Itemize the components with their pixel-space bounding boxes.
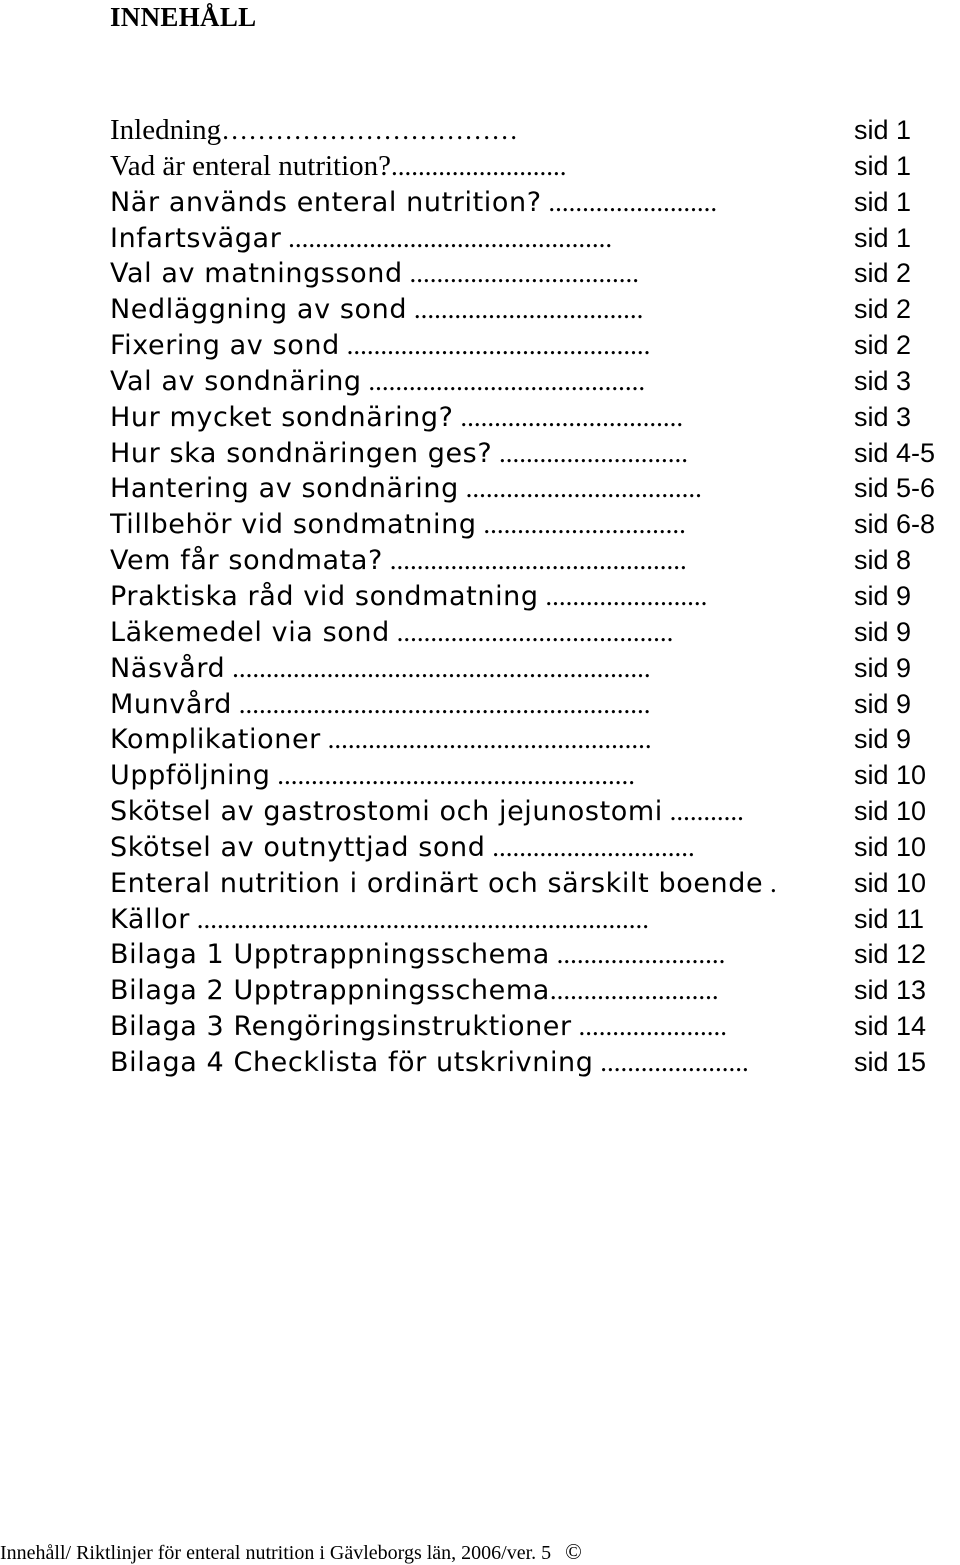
toc-entry-label: Vem får sondmata?: [110, 545, 383, 577]
toc-entry-title: [110, 687, 838, 727]
toc-entry-label: Bilaga 2 Upptrappningsschema: [110, 975, 550, 1007]
toc-entry-page: sid 2: [854, 294, 912, 325]
toc-dot-leader: .........................: [549, 975, 719, 1006]
toc-entry[interactable]: [110, 722, 960, 758]
toc-entry[interactable]: [110, 651, 960, 687]
toc-entry-page: sid 4-5: [854, 437, 936, 468]
toc-entry-label: Infartsvägar: [110, 222, 282, 254]
toc-entry-title: [110, 651, 838, 691]
toc-entry[interactable]: [110, 543, 960, 579]
toc-dot-leader: .........................................: [361, 365, 646, 396]
toc-entry-title: [110, 149, 838, 189]
toc-entry-label: Läkemedel via sond: [110, 616, 390, 648]
toc-entry[interactable]: [110, 794, 960, 830]
toc-entry-title: [110, 328, 838, 368]
toc-dot-leader: .............................................................: [232, 688, 651, 719]
toc-entry-title: [110, 221, 838, 261]
toc-entry-title: [110, 400, 838, 440]
toc-dot-leader: ..................................: [407, 294, 644, 325]
copyright-icon: ©: [565, 1539, 582, 1564]
toc-entry-page: sid 14: [854, 1011, 927, 1042]
toc-entry-label: Hantering av sondnäring: [110, 473, 459, 505]
toc-dot-leader: ...................................: [458, 473, 702, 504]
toc-entry-label: Bilaga 3 Rengöringsinstruktioner: [110, 1011, 572, 1043]
toc-dot-leader: ........................: [538, 580, 708, 611]
toc-dot-leader: ......................: [571, 1011, 727, 1042]
toc-entry-page: sid 6-8: [854, 509, 936, 540]
toc-entry-title: [110, 471, 838, 511]
toc-entry[interactable]: [110, 579, 960, 615]
toc-dot-leader: ..............................: [476, 509, 686, 540]
toc-entry-title: [110, 1009, 838, 1049]
toc-entry-label: Hur ska sondnäringen ges?: [110, 437, 493, 469]
toc-entry-title: [110, 973, 838, 1013]
toc-dot-leader: .............................................: [339, 330, 651, 361]
toc-entry-page: sid 10: [854, 796, 927, 827]
toc-entry-title: [110, 185, 838, 225]
toc-entry-page: sid 1: [854, 150, 912, 181]
document-title: INNEHÅLL: [110, 2, 257, 32]
toc-entry-label: Vad är enteral nutrition?: [110, 149, 392, 182]
toc-entry-label: Uppföljning: [110, 760, 271, 792]
toc-entry-title: [110, 543, 838, 583]
toc-dot-leader: ............................................: [382, 545, 687, 576]
toc-entry-title: [110, 794, 838, 834]
toc-entry[interactable]: [110, 292, 960, 328]
toc-entry-label: Bilaga 1 Upptrappningsschema: [110, 939, 550, 971]
toc-dot-leader: ...........: [662, 796, 744, 827]
toc-entry-page: sid 10: [854, 760, 927, 791]
toc-entry-label: Hur mycket sondnäring?: [110, 401, 454, 433]
toc-dot-leader: ..........................: [391, 150, 567, 181]
toc-entry-page: sid 11: [854, 903, 925, 934]
toc-entry[interactable]: [110, 507, 960, 543]
toc-entry[interactable]: [110, 866, 960, 902]
toc-entry[interactable]: [110, 902, 960, 938]
toc-dot-leader: .........................: [549, 939, 726, 970]
toc-dot-leader: ......................: [593, 1046, 749, 1077]
toc-dot-leader: .....................................................: [270, 760, 636, 791]
toc-entry[interactable]: [110, 328, 960, 364]
toc-entry-page: sid 15: [854, 1046, 927, 1077]
toc-entry[interactable]: [110, 615, 960, 651]
toc-dot-leader: ............................: [492, 437, 689, 468]
toc-entry[interactable]: [110, 471, 960, 507]
toc-entry-label: Bilaga 4 Checklista för utskrivning: [110, 1046, 594, 1078]
toc-dot-leader: .................................: [453, 401, 684, 432]
toc-entry-page: sid 9: [854, 616, 912, 647]
toc-entry[interactable]: [110, 400, 960, 436]
toc-entry-label: Nedläggning av sond: [110, 294, 408, 326]
toc-entry-label: När används enteral nutrition?: [110, 186, 542, 218]
toc-entry-title: [110, 937, 838, 977]
footer-text: Innehåll/ Riktlinjer för enteral nutrition i Gävleborgs län, 2006/ver. 5: [0, 1542, 552, 1564]
toc-dot-leader: .: [763, 867, 777, 898]
table-of-contents: [110, 113, 960, 1081]
toc-entry[interactable]: [110, 830, 960, 866]
toc-entry-label: Fixering av sond: [110, 330, 340, 362]
toc-entry-title: [110, 722, 838, 762]
toc-entry-label: Källor: [110, 903, 190, 935]
toc-entry-title: [110, 436, 838, 476]
toc-entry-label: Tillbehör vid sondmatning: [110, 509, 477, 541]
toc-entry-title: [110, 830, 838, 870]
toc-entry-label: Enteral nutrition i ordinärt och särskilt boende: [110, 867, 764, 899]
toc-dot-leader: .........................................: [389, 616, 674, 647]
toc-entry-page: sid 10: [854, 867, 927, 898]
toc-entry-title: [110, 902, 838, 942]
toc-entry[interactable]: [110, 364, 960, 400]
toc-entry[interactable]: [110, 149, 960, 185]
toc-entry-label: Praktiska råd vid sondmatning: [110, 580, 539, 612]
toc-entry-page: sid 13: [854, 975, 927, 1006]
toc-entry[interactable]: [110, 256, 960, 292]
toc-dot-leader: ................................................: [320, 724, 652, 755]
toc-entry-title: [110, 758, 838, 798]
toc-dot-leader: ……………………………: [221, 115, 519, 145]
toc-entry-page: sid 2: [854, 330, 912, 361]
toc-entry-label: Val av sondnäring: [110, 365, 362, 397]
toc-entry[interactable]: [110, 436, 960, 472]
toc-entry[interactable]: [110, 758, 960, 794]
toc-dot-leader: ...................................................................: [190, 903, 649, 934]
toc-entry-label: Näsvård: [110, 652, 226, 684]
toc-entry[interactable]: [110, 937, 960, 973]
toc-entry[interactable]: [110, 185, 960, 221]
toc-entry-page: sid 9: [854, 652, 912, 683]
toc-entry-page: sid 1: [854, 222, 912, 253]
toc-entry-title: [110, 1045, 838, 1085]
toc-entry-title: [110, 113, 838, 153]
toc-dot-leader: .........................: [541, 186, 718, 217]
toc-dot-leader: ..................................: [402, 258, 639, 289]
toc-entry-title: [110, 579, 838, 619]
toc-entry-title: [110, 364, 838, 404]
toc-dot-leader: ..............................................................: [225, 652, 651, 683]
toc-entry[interactable]: [110, 1045, 960, 1081]
toc-entry-title: [110, 866, 838, 906]
toc-entry[interactable]: [110, 221, 960, 257]
toc-entry-title: [110, 292, 838, 332]
toc-entry-page: sid 9: [854, 580, 912, 611]
toc-entry-label: Inledning: [110, 114, 222, 146]
toc-entry-label: Skötsel av outnyttjad sond: [110, 831, 486, 863]
toc-entry[interactable]: [110, 687, 960, 723]
toc-entry-label: Munvård: [110, 688, 233, 720]
toc-entry-label: Skötsel av gastrostomi och jejunostomi: [110, 796, 663, 828]
toc-dot-leader: ..............................: [485, 831, 695, 862]
toc-entry-label: Komplikationer: [110, 724, 321, 756]
toc-entry-page: sid 2: [854, 258, 912, 289]
toc-dot-leader: ................................................: [281, 222, 613, 253]
toc-entry-page: sid 3: [854, 365, 912, 396]
toc-entry-page: sid 1: [854, 186, 912, 217]
toc-entry-page: sid 12: [854, 939, 927, 970]
toc-entry-title: [110, 507, 838, 547]
toc-entry-page: sid 3: [854, 401, 912, 432]
toc-entry-page: sid 5-6: [854, 473, 936, 504]
toc-entry-label: Val av matningssond: [110, 258, 403, 290]
page-footer: [0, 1539, 582, 1565]
toc-entry-page: sid 1: [854, 115, 912, 145]
toc-entry[interactable]: [110, 973, 960, 1009]
toc-entry-page: sid 9: [854, 724, 912, 755]
toc-entry[interactable]: [110, 1009, 960, 1045]
toc-entry-title: [110, 615, 838, 655]
toc-entry-title: [110, 256, 838, 296]
toc-entry-page: sid 9: [854, 688, 912, 719]
toc-entry-page: sid 8: [854, 545, 912, 576]
toc-entry[interactable]: [110, 113, 960, 149]
toc-entry-page: sid 10: [854, 831, 927, 862]
